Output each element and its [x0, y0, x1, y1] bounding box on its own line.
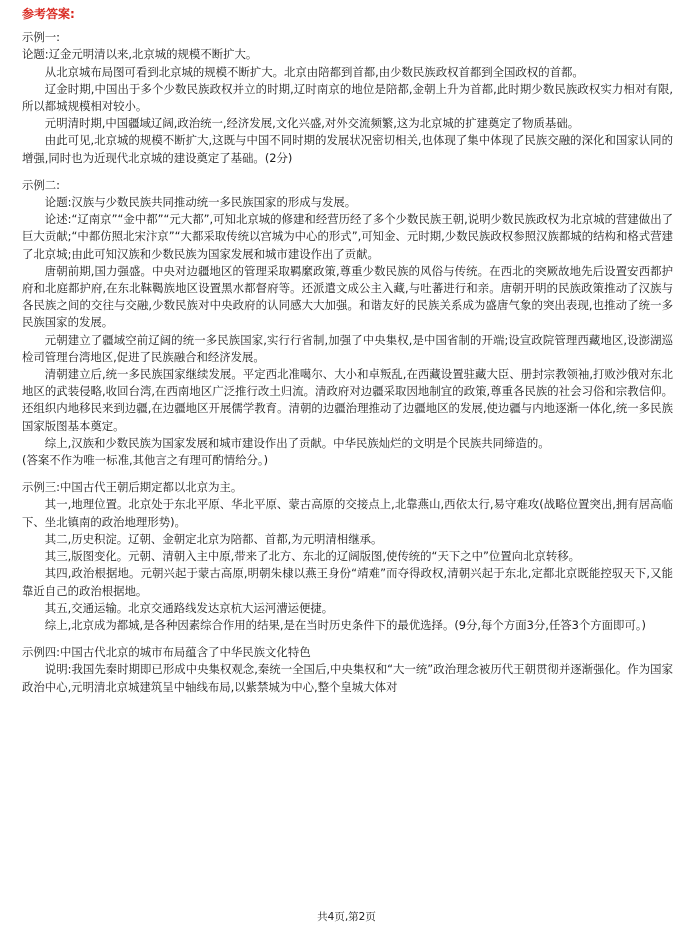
example-heading: 示例一: [22, 30, 61, 45]
example-paragraph: 其一,地理位置。北京处于东北平原、华北平原、蒙古高原的交接点上,北靠燕山,西依太行,易守难攻(战略位置突出,拥有居高临下、坐北镇南的政治地理形势)。 [22, 497, 673, 529]
answer-content [22, 29, 673, 696]
example-paragraph: 元明清时期,中国疆域辽阔,政治统一,经济发展,文化兴盛,对外交流频繁,这为北京城的扩建奠定了物质基础。 [44, 116, 580, 131]
example-paragraph: (答案不作为唯一标准,其他言之有理可酌情给分。) [22, 453, 269, 468]
example-paragraph: 论题:汉族与少数民族共同推动统一多民族国家的形成与发展。 [44, 195, 357, 210]
example-section [22, 644, 673, 696]
example-heading: 示例四:中国古代北京的城市布局蕴含了中华民族文化特色 [22, 645, 311, 660]
answer-page [22, 6, 673, 696]
example-paragraph: 其三,版图变化。元朝、清朝入主中原,带来了北方、东北的辽阔版图,使传统的“天下之中”位置向北京转移。 [44, 549, 581, 564]
example-paragraph: 由此可见,北京城的规模不断扩大,这既与中国不同时期的发展状况密切相关,也体现了集中体现了民族交融的深化和国家认同的增强,同时也为近现代北京城的建设奠定了基础。(2分) [22, 133, 673, 165]
example-paragraph: 辽金时期,中国出于多个少数民族政权并立的时期,辽时南京的地位是陪都,金朝上升为首都,此时期少数民族政权实力相对有限,所以都城规模相对较小。 [22, 81, 673, 114]
example-paragraph: 论题:辽金元明清以来,北京城的规模不断扩大。 [22, 47, 258, 62]
example-paragraph: 唐朝前期,国力强盛。中央对边疆地区的管理采取羁縻政策,尊重少数民族的风俗与传统。在西北的突厥故地先后设置安西都护府和北庭都护府,在东北靺鞨族地区设置黑水都督府等。还派遣文成公主入藏,与吐蕃进行和亲。唐朝开明的民族政策推动了汉族与各民族之间的交往与交融,少数民族对中央政府的认同感大大加强。和谐友好的民族关系成为盛唐气象的突出表现,也推动了统一多民族国家的发展。 [22, 263, 673, 330]
example-paragraph: 说明:我国先秦时期即已形成中央集权观念,秦统一全国后,中央集权和“大一统”政治理念被历代王朝贯彻并逐渐强化。作为国家政治中心,元明清北京城建筑呈中轴线布局,以紫禁城为中心,整个皇城大体对 [22, 662, 673, 694]
example-section [22, 479, 673, 634]
example-paragraph: 综上,北京成为都城,是各种因素综合作用的结果,是在当时历史条件下的最优选择。(9分,每个方面3分,任答3个方面即可。) [44, 617, 646, 632]
section-gap [22, 469, 673, 479]
example-paragraph: 其四,政治根据地。元朝兴起于蒙古高原,明朝朱棣以燕王身份“靖难”而夺得政权,清朝兴起于东北,定都北京既能控驭天下,又能靠近自己的政治根据地。 [22, 566, 673, 598]
example-paragraph: 其五,交通运输。北京交通路线发达京杭大运河漕运便捷。 [44, 600, 334, 615]
example-paragraph: 综上,汉族和少数民族为国家发展和城市建设作出了贡献。中华民族灿烂的文明是个民族共同缔造的。 [44, 435, 550, 450]
example-section [22, 177, 673, 469]
section-gap [22, 634, 673, 644]
example-heading: 示例三:中国古代王朝后期定都以北京为主。 [22, 480, 243, 495]
answer-title: 参考答案: [22, 7, 75, 21]
example-paragraph: 论述:“辽南京”“金中都”“元大都”,可知北京城的修建和经营历经了多个少数民族王朝,说明少数民族政权为北京城的营建做出了巨大贡献;“中都仿照北宋汴京”“大都采取传统以宫城为中心的形式”,可知金、元时期,少数民族政权参照汉族都城的结构和格式营建了北京城;由此可知汉族和少数民族为国家发展和城市建设作出了贡献。 [22, 212, 673, 261]
example-paragraph: 清朝建立后,统一多民族国家继续发展。平定西北准噶尔、大小和卓叛乱,在西藏设置驻藏大臣、册封宗教领袖,打败沙俄对东北地区的武装侵略,收回台湾,在西南地区广泛推行改土归流。清政府对边疆采取因地制宜的政策,尊重各民族的社会习俗和宗教信仰。还组织内地移民来到边疆,在边疆地区开展儒学教育。清朝的边疆治理推动了边疆地区的发展,使边疆与内地逐渐一体化,统一多民族国家版图基本奠定。 [22, 367, 673, 433]
example-paragraph: 元朝建立了疆域空前辽阔的统一多民族国家,实行行省制,加强了中央集权,是中国省制的开端;设宣政院管理西藏地区,设澎湖巡检司管理台湾地区,促进了民族融合和经济发展。 [22, 332, 673, 364]
section-gap [22, 167, 673, 177]
example-heading: 示例二: [22, 177, 61, 192]
example-paragraph: 从北京城布局图可看到北京城的规模不断扩大。北京由陪都到首都,由少数民族政权首都到全国政权的首都。 [44, 64, 584, 79]
page-footer: 共4页,第2页 [317, 911, 376, 923]
example-section [22, 29, 673, 167]
example-paragraph: 其二,历史积淀。辽朝、金朝定北京为陪都、首都,为元明清相继承。 [44, 531, 383, 546]
